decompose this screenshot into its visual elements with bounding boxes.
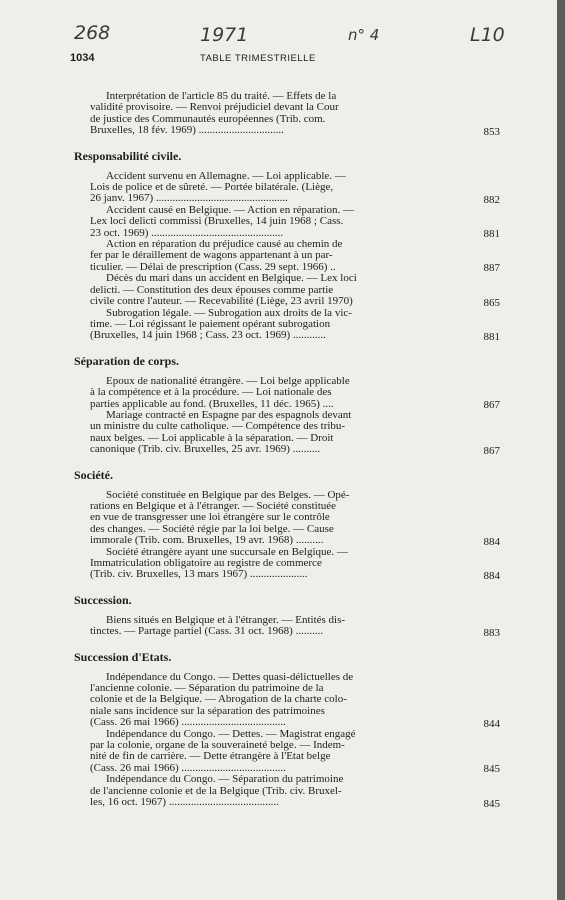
entry-line: de l'ancienne colonie et de la Belgique (Trib. civ. Bruxel- <box>90 785 342 797</box>
section-gap <box>74 581 450 593</box>
entry-line: Mariage contracté en Espagne par des espagnols devant <box>106 409 352 421</box>
entry-line: nité de fin de carrière. — Dette étrangère à l'Etat belge <box>90 751 331 763</box>
entry-line: Indépendance du Congo. — Dettes quasi-délictuelles de <box>106 671 354 683</box>
entry-line: Action en réparation du préjudice causé au chemin de <box>106 239 343 251</box>
section-gap <box>74 456 450 468</box>
entry-line: Lex loci delicti commissi (Bruxelles, 14 juin 1968 ; Cass. <box>90 216 344 228</box>
entry-line: Société étrangère ayant une succursale en Belgique. — <box>106 546 348 558</box>
entry-line: Indépendance du Congo. — Dettes. — Magistrat engagé <box>106 728 356 740</box>
entry-line: à la compétence et à la procédure. — Loi nationale des <box>90 387 332 399</box>
entry-line: 23 oct. 1969) ................................................ <box>90 227 284 239</box>
index-content <box>74 91 500 810</box>
index-entry <box>74 239 500 275</box>
heading-gap <box>74 482 450 490</box>
entry-line: colonie et de la Belgique. — Abrogation de la charte colo- <box>90 694 347 706</box>
entry-page-number: 884 <box>483 569 500 582</box>
entry-line: Interprétation de l'article 85 du traité. — Effets de la <box>106 91 337 102</box>
entry-page-number: 867 <box>483 398 500 411</box>
running-head: TABLE TRIMESTRIELLE <box>200 53 316 64</box>
index-entry <box>74 170 500 206</box>
entry-page-number: 882 <box>483 193 500 206</box>
entry-page-number: 867 <box>483 444 500 457</box>
handwritten-note-left: 268 <box>74 22 111 44</box>
index-entry <box>74 409 500 457</box>
entry-page-number: 881 <box>483 228 500 241</box>
entry-line: Décès du mari dans un accident en Belgique. — Lex loci <box>106 273 357 285</box>
section-heading: Société. <box>74 467 113 482</box>
entry-page-number: 884 <box>483 535 500 548</box>
entry-page-number: 845 <box>483 797 500 810</box>
entry-page-number: 881 <box>483 330 500 343</box>
entry-line: delicti. — Constitution des deux épouses comme partie <box>90 284 334 296</box>
entry-page-number: 883 <box>483 626 500 639</box>
entry-line: Bruxelles, 18 fév. 1969) ............................... <box>90 125 284 137</box>
index-entry <box>74 614 500 639</box>
index-entry <box>74 204 500 241</box>
handwritten-note-right: L10 <box>470 24 505 46</box>
entry-line: (Cass. 26 mai 1966) ...................................... <box>90 762 286 774</box>
heading-gap <box>74 607 450 615</box>
index-entry <box>74 546 500 582</box>
index-entry <box>74 273 500 309</box>
entry-line: Subrogation légale. — Subrogation aux droits de la vic- <box>106 307 352 319</box>
entry-line: immorale (Trib. com. Bruxelles, 19 avr. 1968) .......... <box>90 535 324 547</box>
entry-line: les, 16 oct. 1967) ........................................ <box>90 797 279 809</box>
section-heading: Succession d'Etats. <box>74 649 172 664</box>
entry-line: naux belges. — Loi applicable à la séparation. — Droit <box>90 432 334 444</box>
entry-line: tinctes. — Partage partiel (Cass. 31 oct. 1968) .......... <box>90 626 324 638</box>
entry-page-number: 845 <box>483 763 500 776</box>
index-entry <box>74 375 500 411</box>
entry-line: (Bruxelles, 14 juin 1968 ; Cass. 23 oct. 1969) ............ <box>90 330 326 342</box>
entry-line: Société constituée en Belgique par des Belges. — Opé- <box>106 489 350 501</box>
index-entry <box>74 671 500 730</box>
entry-line: des changes. — Société régie par la loi belge. — Cause <box>90 523 334 535</box>
entry-line: Immatriculation obligatoire au registre de commerce <box>90 558 322 569</box>
entry-line: en vue de transgresser une loi étrangère sur le contrôle <box>90 512 330 524</box>
entry-line: Epoux de nationalité étrangère. — Loi belge applicable <box>106 375 350 387</box>
section-gap <box>74 342 450 354</box>
entry-line: niale sans incidence sur la séparation des patrimoines <box>90 705 325 717</box>
entry-line: fer par le déraillement de wagons appartenant à un par- <box>90 250 333 262</box>
entry-line: civile contre l'auteur. — Recevabilité (Liège, 23 avril 1970) <box>90 296 353 308</box>
index-entry <box>74 774 500 810</box>
entry-page-number: 844 <box>483 717 500 730</box>
entry-line: l'ancienne colonie. — Séparation du patrimoine de la <box>90 683 324 695</box>
section-gap <box>74 137 450 149</box>
entry-line: Biens situés en Belgique et à l'étranger. — Entités dis- <box>106 614 346 626</box>
handwritten-note-year: 1971 <box>200 24 249 46</box>
section-gap <box>74 638 450 650</box>
index-entry <box>74 91 500 138</box>
page-number: 1034 <box>70 52 95 64</box>
entry-line: 26 janv. 1967) ................................................ <box>90 193 288 205</box>
entry-line: (Cass. 26 mai 1966) ...................................... <box>90 717 286 729</box>
entry-page-number: 887 <box>483 262 500 275</box>
entry-line: parties applicable au fond. (Bruxelles, 11 déc. 1965) .... <box>90 398 334 410</box>
section-heading: Séparation de corps. <box>74 353 179 368</box>
index-entry <box>74 307 500 343</box>
entry-line: par la colonie, organe de la souveraineté belge. — Indem- <box>90 740 345 752</box>
page-edge-shadow <box>557 0 565 900</box>
section-heading: Responsabilité civile. <box>74 148 182 163</box>
entry-line: Lois de police et de sûreté. — Portée bilatérale. (Liège, <box>90 182 334 194</box>
page-header <box>70 52 470 66</box>
entry-page-number: 853 <box>483 125 500 138</box>
heading-gap <box>74 664 450 672</box>
entry-line: rations en Belgique et à l'étranger. — Société constituée <box>90 500 337 512</box>
entry-line: (Trib. civ. Bruxelles, 13 mars 1967) ..................... <box>90 569 308 581</box>
heading-gap <box>74 163 450 171</box>
entry-line: ticulier. — Délai de prescription (Cass. 29 sept. 1966) .. <box>90 261 336 273</box>
index-entry <box>74 728 500 776</box>
section-heading: Succession. <box>74 592 132 607</box>
entry-line: canonique (Trib. civ. Bruxelles, 25 avr. 1969) .......... <box>90 444 321 456</box>
entry-line: Accident survenu en Allemagne. — Loi applicable. — <box>106 170 346 182</box>
entry-line: time. — Loi régissant le paiement opérant subrogation <box>90 318 331 330</box>
heading-gap <box>74 368 450 376</box>
entry-line: un ministre du culte catholique. — Compétence des tribu- <box>90 421 346 433</box>
entry-line: Accident causé en Belgique. — Action en réparation. — <box>106 204 355 216</box>
index-entry <box>74 489 500 548</box>
entry-line: de justice des Communautés européennes (Trib. com. <box>90 113 326 125</box>
handwritten-note-number: n° 4 <box>348 26 380 44</box>
entry-page-number: 865 <box>483 296 500 309</box>
entry-line: Indépendance du Congo. — Séparation du patrimoine <box>106 774 344 786</box>
entry-line: validité provisoire. — Renvoi préjudiciel devant la Cour <box>90 102 339 114</box>
